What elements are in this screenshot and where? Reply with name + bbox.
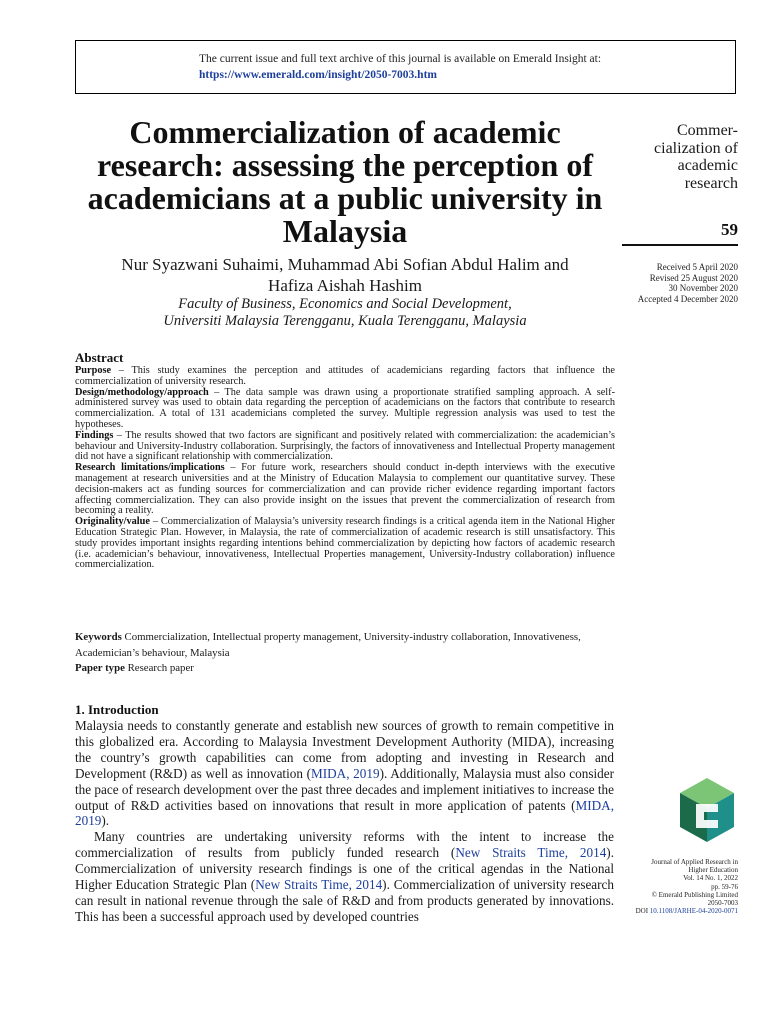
intro-p1-text-a: Malaysia needs to constantly generate and establish new sources of growth to remain competitive in this globalized era. According to Malaysia Investment Development Authority (MIDA), increasing the country’s growth capabilities can come from adopting and investing in Research and Development (R&D) as well as innovation ( <box>75 718 614 781</box>
date-received: Received 5 April 2020 <box>656 262 738 272</box>
keywords-block <box>75 630 615 677</box>
design-text: – The data sample was drawn using a proportionate stratified sampling approach. A self-administered survey was used to obtain data regarding the perception of academicians on the factors that contribute to research commercialization. A total of 131 academicians completed the survey. Multiple regression analysis was used to test the hypotheses. <box>75 386 615 430</box>
journal-info <box>620 858 738 915</box>
running-head-line-1: Commer- <box>677 122 738 139</box>
journal-pages: pp. 59-76 <box>711 882 738 891</box>
journal-name-2: Higher Education <box>688 866 738 875</box>
author-list <box>70 254 620 296</box>
running-head-line-3: academic <box>677 157 738 174</box>
findings-text: – The results showed that two factors are significant and positively related with commercialization: the academician’s behaviour and University-Industry collaboration. Surprisingly, the factors of innovativeness and Intellectual Property management did not have a significant relationship with commercialization. <box>75 429 615 463</box>
citation-link[interactable]: New Straits Time, 2014 <box>455 845 607 861</box>
intro-p2-text-c: ). Commercialization of university research can result in national revenue through the sale of R&D and from products generated by innovations. This has been a successful approach used by developed countries <box>75 877 614 924</box>
purpose-label: Purpose <box>75 365 112 376</box>
design-label: Design/methodology/approach <box>75 386 209 398</box>
intro-paragraph-2 <box>75 829 614 924</box>
abstract-design <box>75 388 615 431</box>
authors-line-2: Hafiza Aishah Hashim <box>268 276 422 295</box>
citation-link[interactable]: New Straits Time, 2014 <box>255 877 383 893</box>
paper-type-label: Paper type <box>75 662 125 674</box>
abstract-heading: Abstract <box>75 350 124 365</box>
date-revised-2: 30 November 2020 <box>668 283 738 293</box>
journal-volume: Vol. 14 No. 1, 2022 <box>683 874 738 883</box>
affiliation-line-2: Universiti Malaysia Terengganu, Kuala Terengganu, Malaysia <box>163 313 527 329</box>
abstract-originality <box>75 517 615 571</box>
doi-label: DOI <box>635 907 650 916</box>
running-head-line-2: cialization of <box>654 139 738 157</box>
doi-link[interactable]: 10.1108/JARHE-04-2020-0071 <box>649 907 738 916</box>
journal-name-1: Journal of Applied Research in <box>651 858 738 866</box>
journal-url-link[interactable]: https://www.emerald.com/insight/2050-7003.htm <box>199 69 437 81</box>
paper-type <box>75 661 615 677</box>
journal-publisher: © Emerald Publishing Limited <box>651 890 738 899</box>
date-accepted: Accepted 4 December 2020 <box>637 293 738 304</box>
intro-p2-text-b: ). Commercialization of university research findings is one of the critical agendas in the National Higher Education Strategic Plan ( <box>75 845 614 893</box>
abstract-findings <box>75 431 615 463</box>
abstract-body <box>75 366 615 571</box>
findings-label: Findings <box>75 429 114 441</box>
journal-logo-icon <box>676 776 738 844</box>
submission-dates <box>600 262 738 304</box>
intro-p2-text-a: Many countries are undertaking university reforms with the intent to increase the commercialization of results from publicly funded research ( <box>75 829 614 861</box>
citation-link[interactable]: MIDA, 2019 <box>311 765 380 781</box>
journal-doi <box>620 907 738 915</box>
affiliation-line-1: Faculty of Business, Economics and Social Development, <box>178 296 512 312</box>
access-notice: The current issue and full text archive of this journal is available on Emerald Insight at: <box>199 53 602 65</box>
page-number-rule <box>622 244 738 246</box>
originality-text: – Commercialization of Malaysia’s university research findings is a critical agenda item in the National Higher Education Strategic Plan. However, in Malaysia, the rate of commercialization of academic research is still unsatisfactory. This study provides important insights regarding intentions behind commercialization by depicting how factors of academic research (i.e. academician’s behaviour, innovativeness, Intellectual Properties management, University-Industry collaboration) influence commercialization. <box>75 516 615 571</box>
authors-line-1: Nur Syazwani Suhaimi, Muhammad Abi Sofian Abdul Halim and <box>121 255 569 274</box>
keywords-text: Commercialization, Intellectual property management, University-industry collaboration, Innovativeness, Academician’s behaviour, Malaysia <box>75 631 581 659</box>
date-revised-1: Revised 25 August 2020 <box>649 272 738 283</box>
keywords-label: Keywords <box>75 631 122 643</box>
running-head <box>622 122 738 192</box>
abstract-limitations <box>75 463 615 517</box>
keywords <box>75 630 615 661</box>
intro-p1-text-c: ). <box>101 813 110 829</box>
journal-issn: 2050-7003 <box>707 899 738 908</box>
limitations-label: Research limitations/implications <box>75 462 225 474</box>
abstract-purpose <box>75 366 615 388</box>
paper-title: Commercialization of academic research: assessing the perception of academicians at a public university in Malaysia <box>87 114 603 249</box>
originality-label: Originality/value <box>75 516 150 528</box>
introduction-heading: 1. Introduction <box>75 702 159 717</box>
citation-link[interactable]: MIDA, 2019 <box>75 797 614 829</box>
running-head-line-4: research <box>684 174 738 192</box>
page-number: 59 <box>721 220 738 239</box>
introduction-body <box>75 718 614 925</box>
intro-p1-text-b: ). Additionally, Malaysia must also consider the pace of research development over the past three decades and implement initiatives to increase the output of R&D activities based on innovations that result in more application of patents ( <box>75 765 614 813</box>
journal-access-box <box>75 40 736 94</box>
author-affiliation <box>70 296 620 330</box>
purpose-text: – This study examines the perception and attitudes of academicians regarding factors that influence the commercialization of university research. <box>75 365 615 387</box>
intro-paragraph-1 <box>75 718 614 829</box>
paper-type-text: Research paper <box>124 662 194 674</box>
limitations-text: – For future work, researchers should conduct in-depth interviews with the executive management at research universities and at the Ministry of Education Malaysia to complement our quantitative survey. These decision-makers act as funding sources for commercialization and can provide richer evidence regarding important factors affecting commercialization. They can also provide insight on the issues that prevent the commercialization of research from becoming a reality. <box>75 462 615 517</box>
